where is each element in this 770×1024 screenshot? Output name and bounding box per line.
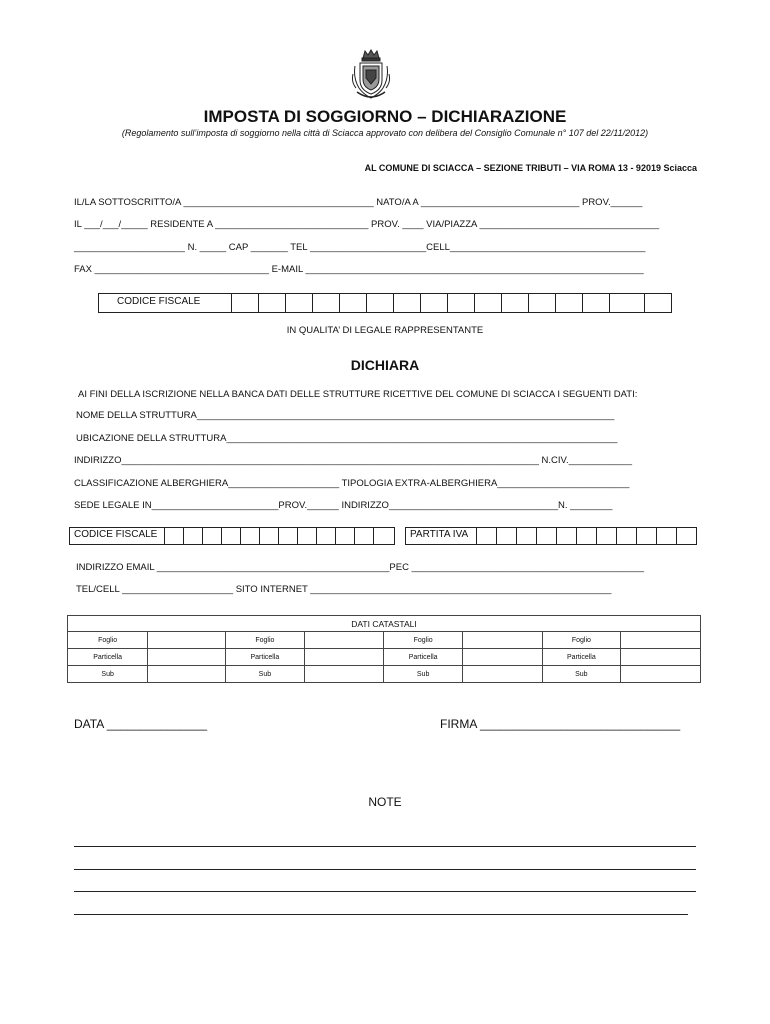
cf-digit-cell[interactable] [259, 528, 260, 544]
email-pec-line[interactable]: INDIRIZZO EMAIL ____________________________________________PEC ____________________________________________ [76, 562, 645, 573]
foglio-value-cell[interactable] [148, 632, 226, 649]
declarant-birth-residence-line[interactable]: IL ___/___/_____ RESIDENTE A _____________________________ PROV. ____ VIA/PIAZZA __________________________________ [74, 219, 660, 230]
dati-catastali-table [67, 615, 701, 683]
cf-digit-cell[interactable] [447, 294, 448, 312]
document-subtitle: (Regolamento sull’imposta di soggiorno nella città di Sciacca approvato con delibera del Consiglio Comunale n° 107 del 22/11/2012) [121, 128, 649, 138]
cf-digit-cell[interactable] [393, 294, 394, 312]
foglio-value-cell[interactable] [462, 632, 542, 649]
cf-digit-cell[interactable] [285, 294, 286, 312]
partita-iva-label: PARTITA IVA [410, 529, 469, 540]
sub-label: Sub [68, 666, 148, 683]
particella-label: Particella [542, 649, 620, 666]
sub-label: Sub [542, 666, 620, 683]
cf-digit-cell[interactable] [501, 294, 502, 312]
dichiara-heading: DICHIARA [350, 357, 420, 373]
piva-digit-cell[interactable] [616, 528, 617, 544]
notes-line[interactable] [74, 914, 688, 915]
sub-value-cell[interactable] [304, 666, 384, 683]
table-row [68, 632, 701, 649]
cf-digit-cell[interactable] [164, 528, 165, 544]
particella-label: Particella [226, 649, 304, 666]
dati-catastali-title: DATI CATASTALI [68, 616, 701, 632]
cf-digit-cell[interactable] [258, 294, 259, 312]
cf-digit-cell[interactable] [528, 294, 529, 312]
notes-line[interactable] [74, 869, 696, 870]
particella-value-cell[interactable] [621, 649, 701, 666]
cf-digit-cell[interactable] [354, 528, 355, 544]
partita-iva-box[interactable] [405, 527, 697, 545]
notes-label: NOTE [368, 795, 402, 809]
cf-digit-cell[interactable] [183, 528, 184, 544]
signature-field[interactable]: FIRMA ______________________________ [440, 717, 681, 731]
cf-digit-cell[interactable] [609, 294, 610, 312]
foglio-value-cell[interactable] [621, 632, 701, 649]
structure-codice-fiscale-box[interactable] [69, 527, 395, 545]
piva-digit-cell[interactable] [576, 528, 577, 544]
table-row [68, 666, 701, 683]
cf-digit-cell[interactable] [202, 528, 203, 544]
particella-label: Particella [68, 649, 148, 666]
legal-representative-role: IN QUALITA’ DI LEGALE RAPPRESENTANTE [286, 325, 484, 336]
recipient-address: AL COMUNE DI SCIACCA – SEZIONE TRIBUTI – VIA ROMA 13 - 92019 Sciacca [364, 163, 697, 173]
piva-digit-cell[interactable] [496, 528, 497, 544]
piva-digit-cell[interactable] [476, 528, 477, 544]
piva-digit-cell[interactable] [516, 528, 517, 544]
piva-digit-cell[interactable] [656, 528, 657, 544]
cf-digit-cell[interactable] [366, 294, 367, 312]
cf-digit-cell[interactable] [297, 528, 298, 544]
cf-digit-cell[interactable] [474, 294, 475, 312]
declarant-codice-fiscale-box[interactable] [98, 293, 672, 313]
cf-digit-cell[interactable] [221, 528, 222, 544]
foglio-label: Foglio [384, 632, 462, 649]
coat-of-arms-emblem [351, 48, 391, 102]
structure-cf-label: CODICE FISCALE [74, 529, 158, 540]
document-title: IMPOSTA DI SOGGIORNO – DICHIARAZIONE [203, 107, 567, 126]
cf-digit-cell[interactable] [335, 528, 336, 544]
structure-address-line[interactable]: INDIRIZZO_______________________________________________________________________________ N.CIV.____________ [74, 455, 633, 466]
tel-website-line[interactable]: TEL/CELL _____________________ SITO INTERNET _________________________________________________________ [76, 584, 612, 595]
piva-digit-cell[interactable] [556, 528, 557, 544]
cf-digit-cell[interactable] [278, 528, 279, 544]
particella-value-cell[interactable] [148, 649, 226, 666]
particella-label: Particella [384, 649, 462, 666]
notes-line[interactable] [74, 846, 696, 847]
cf-digit-cell[interactable] [231, 294, 232, 312]
legal-seat-line[interactable]: SEDE LEGALE IN________________________PROV.______ INDIRIZZO________________________________N. ________ [74, 500, 613, 511]
codice-fiscale-label: CODICE FISCALE [117, 296, 201, 307]
sub-value-cell[interactable] [462, 666, 542, 683]
piva-digit-cell[interactable] [636, 528, 637, 544]
classification-line[interactable]: CLASSIFICAZIONE ALBERGHIERA_____________________ TIPOLOGIA EXTRA-ALBERGHIERA_________________________ [74, 478, 630, 489]
declarant-fax-email-line[interactable]: FAX _________________________________ E-MAIL ________________________________________________________________ [74, 264, 644, 275]
cf-digit-cell[interactable] [555, 294, 556, 312]
sub-value-cell[interactable] [148, 666, 226, 683]
sub-label: Sub [226, 666, 304, 683]
sub-value-cell[interactable] [621, 666, 701, 683]
structure-name-line[interactable]: NOME DELLA STRUTTURA_______________________________________________________________________________ [76, 410, 615, 421]
table-row [68, 649, 701, 666]
foglio-label: Foglio [542, 632, 620, 649]
cf-digit-cell[interactable] [339, 294, 340, 312]
foglio-label: Foglio [68, 632, 148, 649]
sub-label: Sub [384, 666, 462, 683]
cf-digit-cell[interactable] [644, 294, 645, 312]
declarant-name-line[interactable]: IL/LA SOTTOSCRITTO/A ____________________________________ NATO/A A ______________________________ PROV.______ [74, 197, 643, 208]
piva-digit-cell[interactable] [596, 528, 597, 544]
cf-digit-cell[interactable] [316, 528, 317, 544]
cf-digit-cell[interactable] [582, 294, 583, 312]
particella-value-cell[interactable] [304, 649, 384, 666]
cf-digit-cell[interactable] [240, 528, 241, 544]
foglio-value-cell[interactable] [304, 632, 384, 649]
dichiara-intro: AI FINI DELLA ISCRIZIONE NELLA BANCA DATI DELLE STRUTTURE RICETTIVE DEL COMUNE DI SCIACCA I SEGUENTI DATI: [78, 389, 638, 400]
piva-digit-cell[interactable] [536, 528, 537, 544]
cf-digit-cell[interactable] [373, 528, 374, 544]
cf-digit-cell[interactable] [420, 294, 421, 312]
cf-digit-cell[interactable] [312, 294, 313, 312]
notes-line[interactable] [74, 891, 696, 892]
particella-value-cell[interactable] [462, 649, 542, 666]
foglio-label: Foglio [226, 632, 304, 649]
declarant-contact-line[interactable]: _____________________ N. _____ CAP _______ TEL ______________________CELL_____________________________________ [74, 242, 646, 253]
structure-location-line[interactable]: UBICAZIONE DELLA STRUTTURA__________________________________________________________________________ [76, 433, 618, 444]
date-field[interactable]: DATA _______________ [74, 717, 208, 731]
piva-digit-cell[interactable] [676, 528, 677, 544]
